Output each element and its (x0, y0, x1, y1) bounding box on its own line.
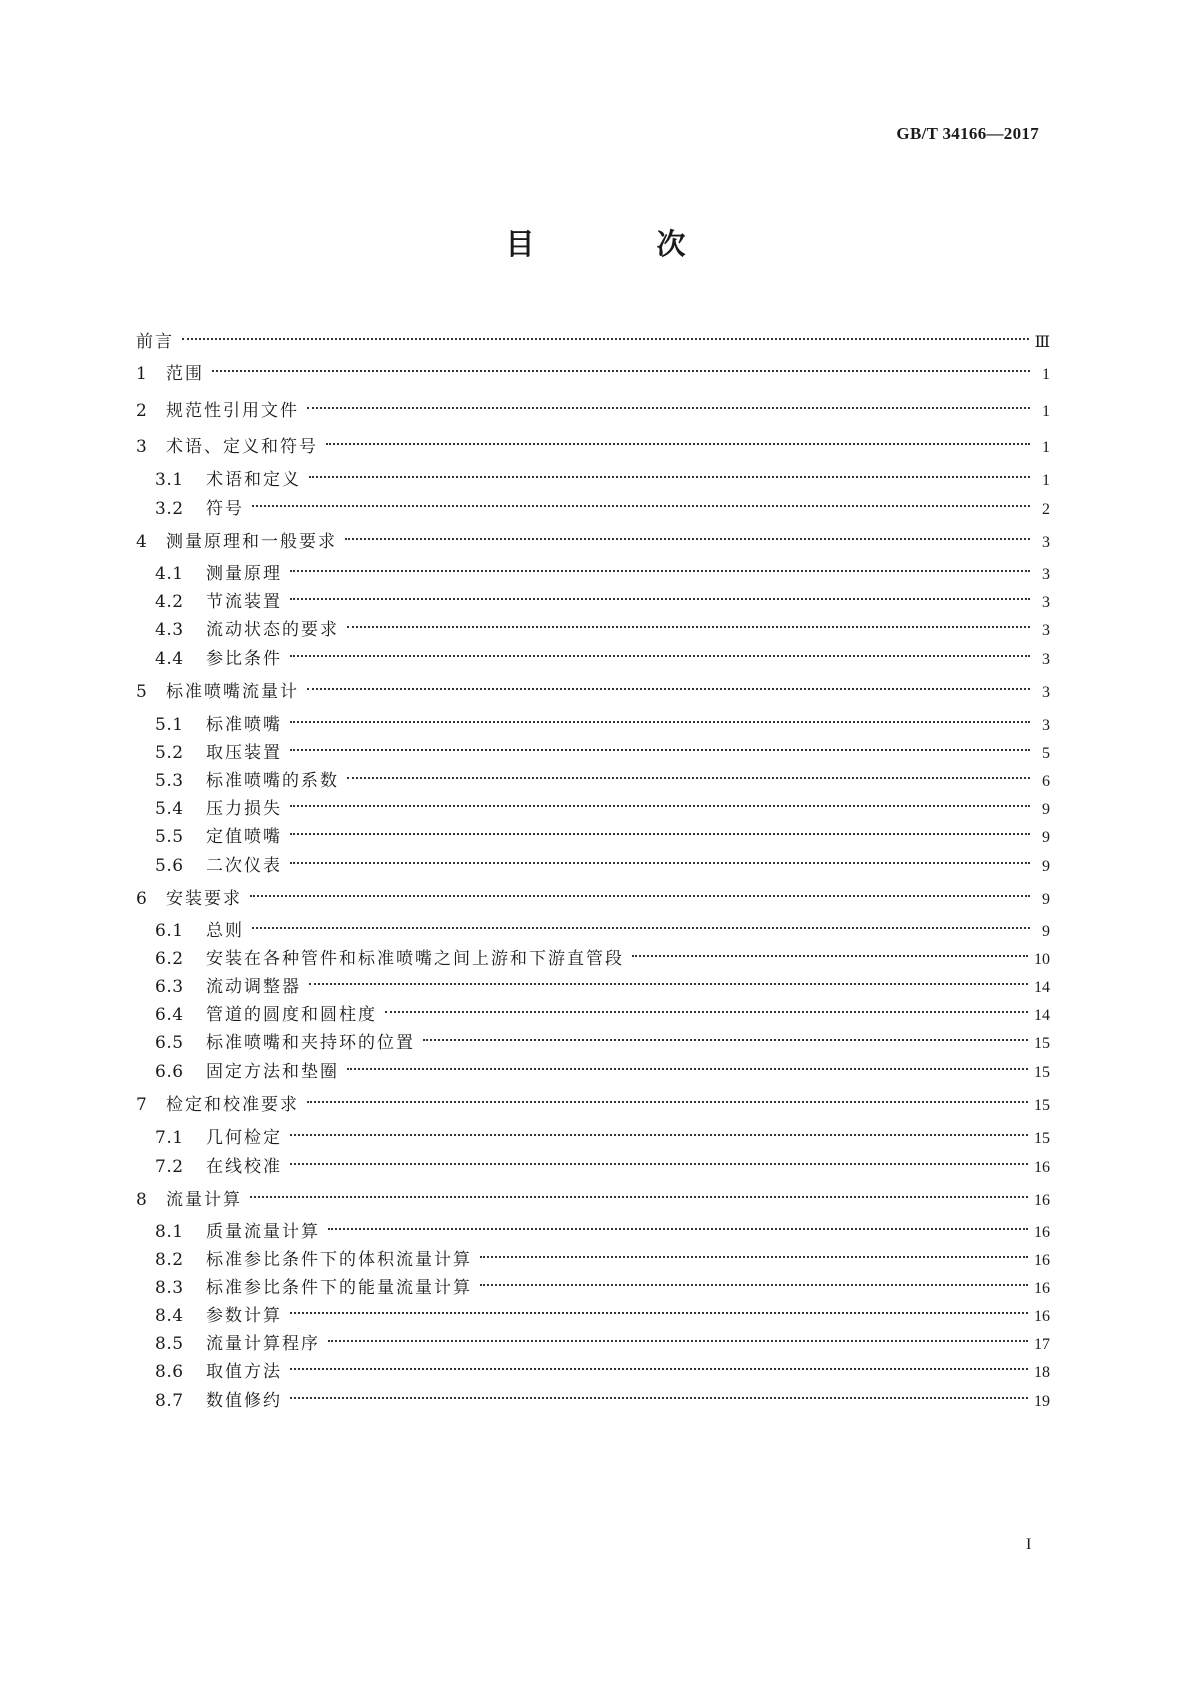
toc-entry-page: 15 (1034, 1097, 1050, 1114)
toc-entry[interactable] (136, 739, 1050, 767)
toc-entry[interactable] (136, 795, 1050, 823)
toc-entry-page: 19 (1034, 1393, 1050, 1410)
toc-entry-title: 符号 (206, 498, 244, 519)
toc-entry[interactable] (136, 1124, 1050, 1152)
toc-entry-page: 2 (1042, 500, 1050, 518)
toc-entry-title: 前言 (136, 332, 174, 352)
toc-dot-leader (290, 721, 1030, 723)
toc-entry[interactable] (136, 1001, 1050, 1029)
toc-dot-leader (309, 983, 1028, 985)
toc-entry[interactable] (136, 881, 1050, 918)
toc-entry-number: 5.4 (155, 798, 184, 819)
toc-entry-number: 8 (136, 1189, 148, 1210)
toc-dot-leader (347, 1068, 1028, 1070)
toc-entry-page: 14 (1034, 1007, 1050, 1024)
toc-entry-number: 8.6 (155, 1362, 184, 1382)
toc-entry-title: 安装在各种管件和标准喷嘴之间上游和下游直管段 (206, 949, 624, 969)
toc-entry-number: 8.1 (155, 1222, 184, 1242)
toc-entry-title: 取压装置 (206, 742, 282, 763)
toc-dot-leader (480, 1256, 1028, 1258)
toc-dot-leader (290, 1368, 1028, 1370)
toc-entry[interactable] (136, 945, 1050, 973)
toc-entry[interactable] (136, 1330, 1050, 1358)
toc-title: 目 次 (505, 227, 742, 261)
toc-entry-number: 4.1 (155, 564, 184, 584)
toc-entry-title: 参比条件 (206, 649, 282, 669)
toc-entry-title: 管道的圆度和圆柱度 (206, 1005, 377, 1025)
toc-entry-page: 16 (1034, 1280, 1050, 1297)
toc-entry-page: 3 (1042, 566, 1050, 583)
toc-entry-title: 术语、定义和符号 (166, 437, 318, 457)
toc-entry-title: 节流装置 (206, 592, 282, 612)
toc-entry-number: 8.2 (155, 1250, 184, 1270)
toc-entry-page: 1 (1042, 402, 1050, 420)
toc-entry[interactable] (136, 1358, 1050, 1386)
toc-entry-page: 18 (1034, 1364, 1050, 1381)
toc-dot-leader (290, 833, 1030, 835)
toc-entry-number: 6.5 (155, 1033, 184, 1053)
toc-entry-number: 6.6 (155, 1062, 184, 1082)
toc-entry-page: 1 (1042, 439, 1050, 456)
toc-entry-title: 测量原理 (206, 564, 282, 584)
page-number: I (1026, 1536, 1032, 1553)
toc-entry-number: 8.5 (155, 1334, 184, 1354)
toc-entry-title: 标准参比条件下的能量流量计算 (206, 1278, 472, 1298)
toc-entry-number: 5.6 (155, 855, 184, 876)
toc-dot-leader (385, 1011, 1028, 1013)
toc-entry-page: 15 (1034, 1064, 1050, 1081)
toc-entry-title: 参数计算 (206, 1306, 282, 1326)
toc-entry-title: 固定方法和垫圈 (206, 1062, 339, 1082)
toc-entry-number: 5.5 (155, 826, 184, 847)
toc-entry-title: 在线校准 (206, 1156, 282, 1177)
toc-entry-title: 标准喷嘴的系数 (206, 770, 339, 791)
toc-entry-number: 6.1 (155, 921, 184, 941)
toc-dot-leader (632, 955, 1028, 957)
toc-dot-leader (212, 370, 1030, 372)
toc-entry-number: 6.2 (155, 949, 184, 969)
toc-entry-number: 7.1 (155, 1127, 184, 1148)
toc-dot-leader (290, 862, 1030, 864)
toc-entry-page: 10 (1034, 951, 1050, 968)
toc-dot-leader (307, 1101, 1028, 1103)
toc-entry-number: 3.2 (155, 498, 184, 519)
toc-dot-leader (290, 598, 1030, 600)
toc-dot-leader (290, 749, 1030, 751)
toc-entry-number: 2 (136, 400, 148, 421)
toc-entry-title: 流量计算程序 (206, 1334, 320, 1354)
toc-entry-page: 16 (1034, 1191, 1050, 1209)
toc-entry-page: 3 (1042, 594, 1050, 611)
toc-dot-leader (290, 570, 1030, 572)
toc-entry-page: 16 (1034, 1308, 1050, 1325)
toc-entry-page: 9 (1042, 890, 1050, 908)
toc-entry-page: 1 (1042, 471, 1050, 489)
toc-entry-number: 4.3 (155, 620, 184, 640)
toc-entry[interactable] (136, 711, 1050, 739)
toc-entry[interactable] (136, 674, 1050, 711)
toc-entry-title: 安装要求 (166, 888, 242, 909)
toc-entry-title: 标准喷嘴 (206, 714, 282, 735)
table-of-contents (136, 328, 1050, 1416)
toc-entry[interactable] (136, 1302, 1050, 1330)
toc-entry-number: 7 (136, 1095, 148, 1115)
toc-entry-title: 二次仪表 (206, 855, 282, 876)
toc-dot-leader (328, 1340, 1028, 1342)
toc-entry-number: 1 (136, 364, 148, 384)
toc-entry-number: 5.3 (155, 770, 184, 791)
toc-dot-leader (423, 1039, 1028, 1041)
toc-entry[interactable] (136, 588, 1050, 616)
toc-entry-page: 15 (1034, 1035, 1050, 1052)
toc-entry[interactable] (136, 1029, 1050, 1057)
toc-entry-title: 规范性引用文件 (166, 400, 299, 421)
toc-entry-number: 7.2 (155, 1156, 184, 1177)
toc-entry[interactable] (136, 767, 1050, 795)
toc-entry[interactable] (136, 1274, 1050, 1302)
toc-entry[interactable] (136, 494, 1050, 524)
toc-dot-leader (250, 1196, 1028, 1198)
toc-entry-title: 范围 (166, 364, 204, 384)
toc-entry-number: 8.4 (155, 1306, 184, 1326)
standard-code: GB/T 34166—2017 (896, 124, 1039, 143)
toc-dot-leader (250, 895, 1030, 897)
toc-dot-leader (307, 407, 1030, 409)
toc-entry-page: 16 (1034, 1224, 1050, 1241)
toc-entry-title: 总则 (206, 921, 244, 941)
toc-entry-page: 15 (1034, 1129, 1050, 1147)
toc-entry[interactable] (136, 823, 1050, 851)
toc-entry-page: 6 (1042, 772, 1050, 790)
toc-entry-page: 16 (1034, 1158, 1050, 1176)
toc-entry-title: 标准参比条件下的体积流量计算 (206, 1250, 472, 1270)
toc-entry-number: 6 (136, 888, 148, 909)
toc-entry-page: 3 (1042, 533, 1050, 551)
toc-entry[interactable] (136, 1386, 1050, 1416)
toc-entry-number: 3 (136, 437, 148, 457)
toc-entry-number: 4.2 (155, 592, 184, 612)
toc-entry[interactable] (136, 973, 1050, 1001)
toc-dot-leader (347, 777, 1030, 779)
toc-entry-title: 质量流量计算 (206, 1222, 320, 1242)
toc-entry[interactable] (136, 1152, 1050, 1182)
toc-entry-page: 5 (1042, 744, 1050, 762)
toc-dot-leader (309, 476, 1030, 478)
toc-entry-page: 9 (1042, 828, 1050, 846)
toc-entry-page: 17 (1034, 1336, 1050, 1353)
toc-entry-title: 几何检定 (206, 1127, 282, 1148)
toc-entry[interactable] (136, 851, 1050, 881)
toc-entry[interactable] (136, 429, 1050, 466)
toc-entry-page: 1 (1042, 366, 1050, 383)
toc-entry-number: 8.3 (155, 1278, 184, 1298)
toc-entry-title: 定值喷嘴 (206, 826, 282, 847)
toc-entry[interactable] (136, 524, 1050, 561)
toc-entry-page: Ⅲ (1034, 334, 1050, 351)
toc-entry[interactable] (136, 644, 1050, 674)
toc-entry-number: 6.3 (155, 977, 184, 997)
toc-dot-leader (345, 538, 1030, 540)
toc-entry-number: 6.4 (155, 1005, 184, 1025)
toc-entry[interactable] (136, 328, 1050, 356)
toc-entry[interactable] (136, 466, 1050, 494)
toc-entry[interactable] (136, 1057, 1050, 1087)
toc-entry-number: 5 (136, 682, 148, 702)
toc-dot-leader (290, 655, 1030, 657)
toc-entry-page: 14 (1034, 979, 1050, 996)
toc-entry-title: 标准喷嘴流量计 (166, 682, 299, 702)
toc-dot-leader (252, 505, 1030, 507)
toc-dot-leader (290, 805, 1030, 807)
toc-entry[interactable] (136, 393, 1050, 430)
toc-dot-leader (290, 1312, 1028, 1314)
toc-entry-page: 3 (1042, 622, 1050, 639)
toc-entry-number: 4.4 (155, 649, 184, 669)
toc-dot-leader (182, 338, 1029, 340)
toc-entry-title: 取值方法 (206, 1362, 282, 1382)
toc-entry[interactable] (136, 560, 1050, 588)
toc-dot-leader (480, 1284, 1028, 1286)
toc-entry-title: 术语和定义 (206, 469, 301, 490)
toc-entry-number: 5.2 (155, 742, 184, 763)
toc-dot-leader (252, 927, 1030, 929)
toc-entry-page: 16 (1034, 1252, 1050, 1269)
toc-entry[interactable] (136, 1246, 1050, 1274)
toc-entry[interactable] (136, 1218, 1050, 1246)
toc-entry-title: 流动调整器 (206, 977, 301, 997)
toc-dot-leader (290, 1163, 1028, 1165)
toc-entry-number: 5.1 (155, 714, 184, 735)
toc-dot-leader (307, 688, 1030, 690)
toc-entry[interactable] (136, 917, 1050, 945)
toc-entry-number: 4 (136, 531, 148, 552)
toc-entry-title: 标准喷嘴和夹持环的位置 (206, 1033, 415, 1053)
toc-dot-leader (290, 1134, 1028, 1136)
toc-entry[interactable] (136, 1087, 1050, 1124)
toc-entry-title: 检定和校准要求 (166, 1095, 299, 1115)
toc-entry[interactable] (136, 616, 1050, 644)
toc-dot-leader (326, 443, 1030, 445)
toc-entry-title: 测量原理和一般要求 (166, 531, 337, 552)
toc-entry-page: 9 (1042, 857, 1050, 875)
toc-dot-leader (290, 1397, 1028, 1399)
toc-entry-title: 压力损失 (206, 798, 282, 819)
toc-entry-page: 3 (1042, 716, 1050, 734)
toc-entry-page: 9 (1042, 800, 1050, 818)
toc-entry-number: 8.7 (155, 1391, 184, 1411)
toc-entry[interactable] (136, 1182, 1050, 1219)
toc-entry-title: 流动状态的要求 (206, 620, 339, 640)
toc-entry-page: 3 (1042, 684, 1050, 701)
toc-entry-number: 3.1 (155, 469, 184, 490)
toc-entry-title: 流量计算 (166, 1189, 242, 1210)
toc-dot-leader (328, 1228, 1028, 1230)
toc-entry-page: 9 (1042, 923, 1050, 940)
toc-dot-leader (347, 626, 1030, 628)
toc-entry-title: 数值修约 (206, 1391, 282, 1411)
toc-entry-page: 3 (1042, 651, 1050, 668)
toc-entry[interactable] (136, 356, 1050, 393)
